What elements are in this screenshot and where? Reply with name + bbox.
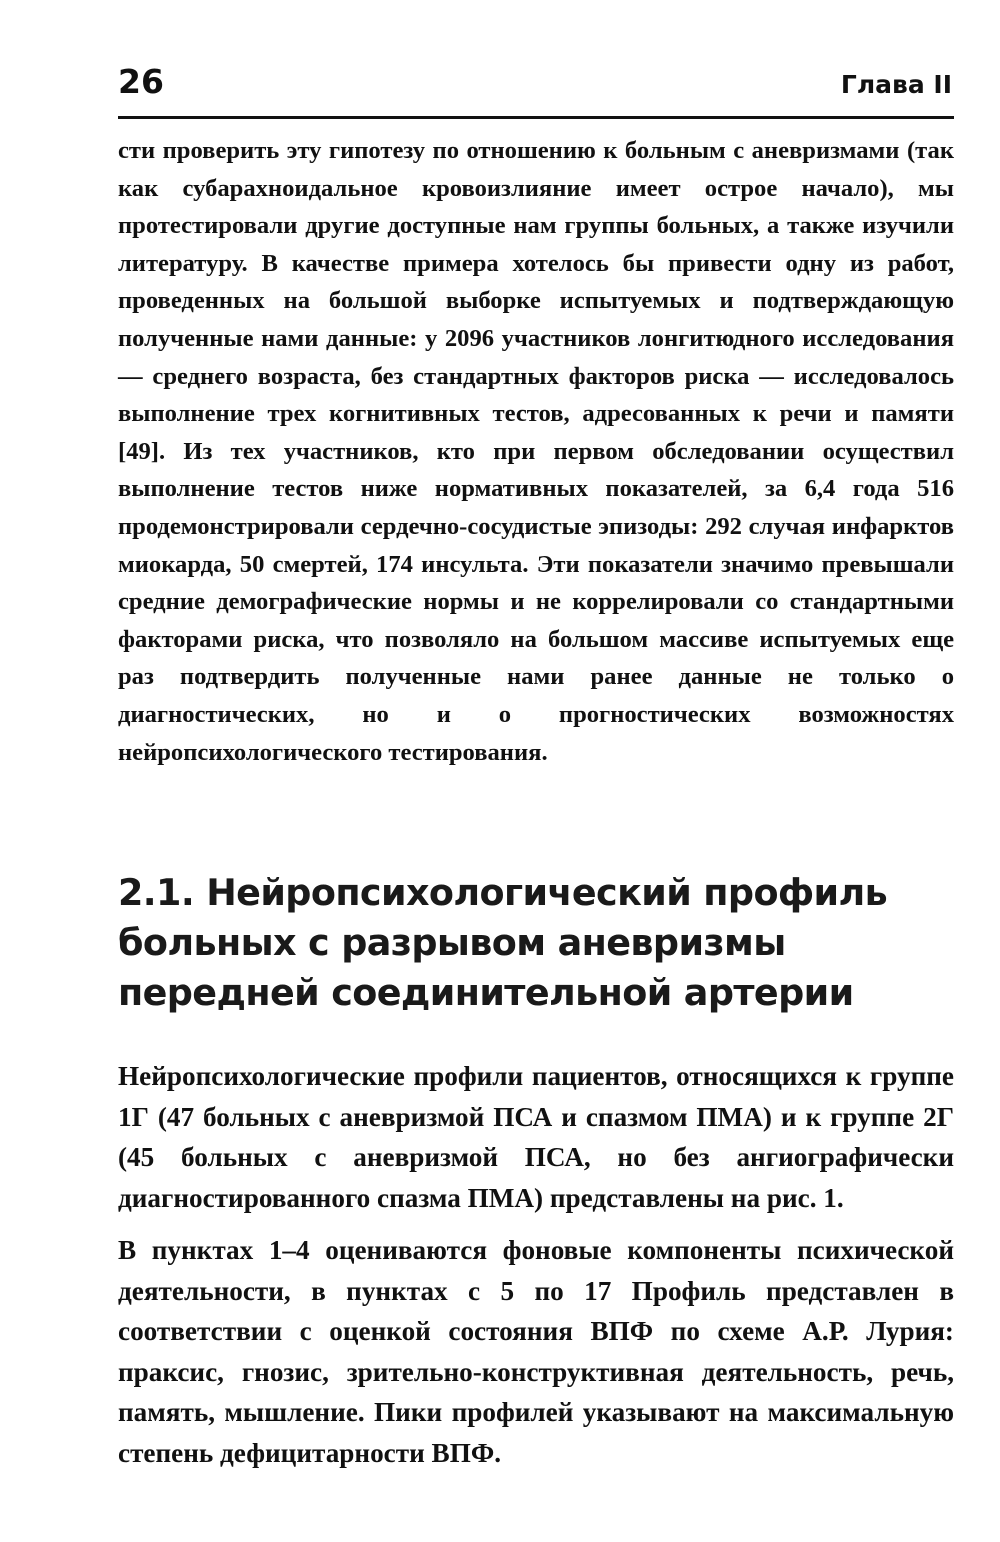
running-header <box>118 58 954 119</box>
section-heading: 2.1. Нейропсихологический профиль больных с разрывом аневризмы передней соединительной артерии <box>118 871 888 1014</box>
section-body <box>118 1056 954 1485</box>
body-paragraph-2: В пунктах 1–4 оцениваются фоновые компоненты психической деятельности, в пунктах с 5 по 17 Профиль представлен в соответствии с оценкой состояния ВПФ по схеме А.Р. Лурия: праксис, гнозис, зрительно-конструктивная деятельность, речь, память, мышление. Пики профилей указывают на максимальную степень дефицитарности ВПФ. <box>118 1235 954 1468</box>
page-number: 26 <box>118 62 164 101</box>
body-paragraph-1: Нейропсихологические профили пациентов, относящихся к группе 1Г (47 больных с аневризмой ПСА и спазмом ПМА) и к группе 2Г (45 больных с аневризмой ПСА, но без ангиографически диагностированного спазма ПМА) представлены на рис. 1. <box>118 1061 954 1213</box>
chapter-label: Глава II <box>840 70 952 99</box>
continued-paragraph: сти проверить эту гипотезу по отношению к больным с аневризмами (так как субарахноидальное кровоизлияние имеет острое начало), мы протестировали другие доступные нам группы больных, а также изучили литературу. В качестве примера хотелось бы привести одну из работ, проведенных на большой выборке испытуемых и подтверждающую полученные нами данные: у 2096 участников лонгитюдного исследования — среднего возраста, без стандартных факторов риска — исследовалось выполнение трех когнитивных тестов, адресованных к речи и памяти [49]. Из тех участников, кто при первом обследовании осуществил выполнение тестов ниже нормативных показателей, за 6,4 года 516 продемонстрировали сердечно-сосудистые эпизоды: 292 случая инфарктов миокарда, 50 смертей, 174 инсульта. Эти показатели значимо превышали средние демографические нормы и не коррелировали со стандартными факторами риска, что позволяло на большом массиве испытуемых еще раз подтвердить полученные нами ранее данные не только о диагностических, но и о прогностических возможностях нейропсихологического тестирования. <box>118 137 954 766</box>
